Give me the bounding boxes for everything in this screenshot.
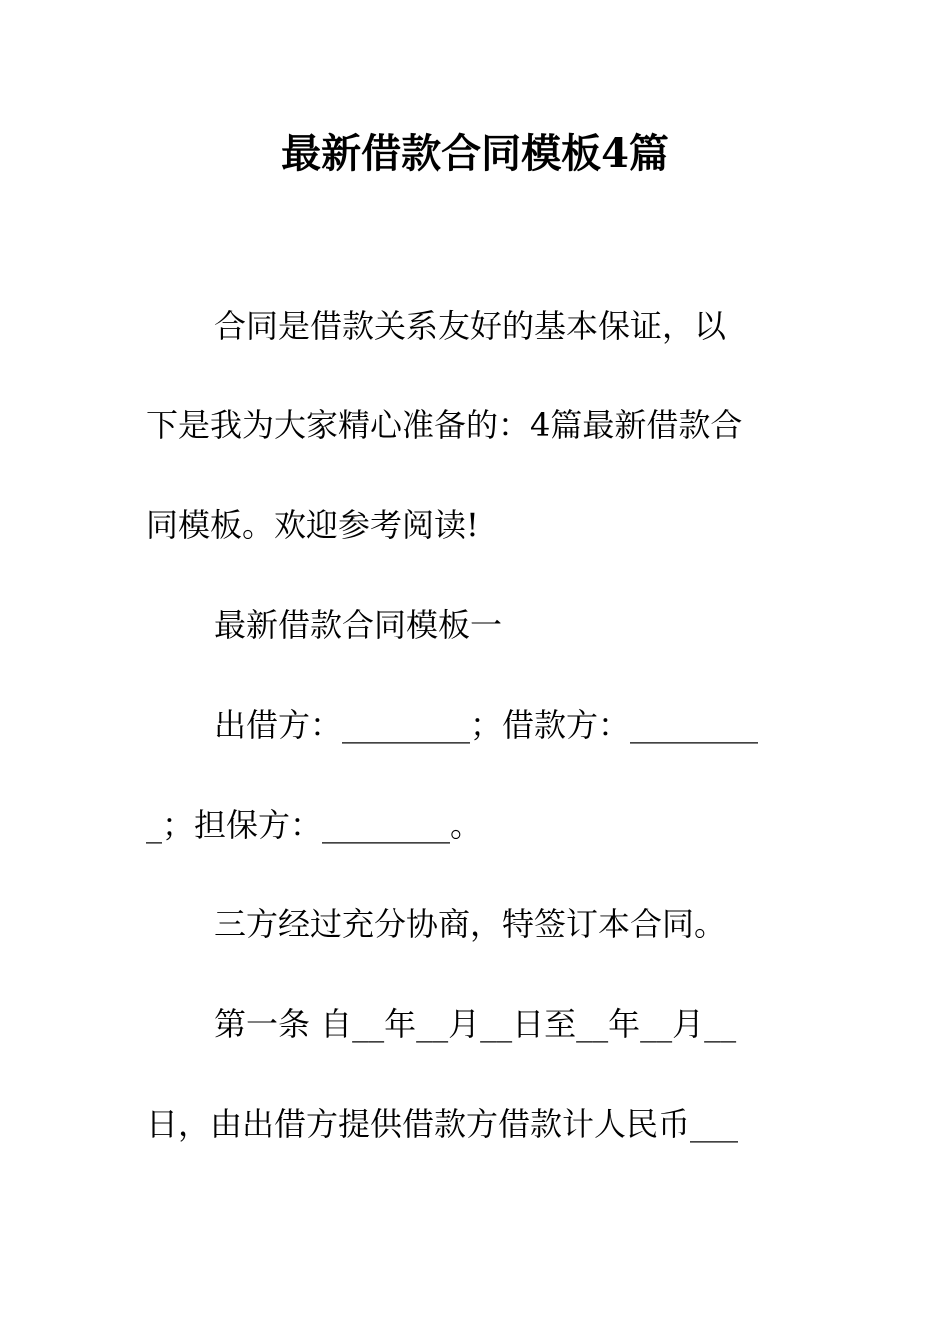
parties-line-1: 出借方：________；借款方：________ bbox=[214, 706, 759, 744]
document-title: 最新借款合同模板4篇 bbox=[281, 130, 669, 177]
parties-line-2: _；担保方：________。 bbox=[146, 806, 483, 844]
intro-line-2: 下是我为大家精心准备的：4篇最新借款合 bbox=[146, 406, 743, 444]
section-heading: 最新借款合同模板一 bbox=[214, 606, 503, 644]
article-one-line-2: 日，由出借方提供借款方借款计人民币___ bbox=[146, 1105, 739, 1143]
intro-line-1: 合同是借款关系友好的基本保证，以 bbox=[214, 307, 727, 345]
article-one-line-1: 第一条 自__年__月__日至__年__月__ bbox=[214, 1005, 737, 1043]
agreement-line: 三方经过充分协商，特签订本合同。 bbox=[214, 905, 727, 943]
intro-line-3: 同模板。欢迎参考阅读! bbox=[146, 506, 479, 544]
